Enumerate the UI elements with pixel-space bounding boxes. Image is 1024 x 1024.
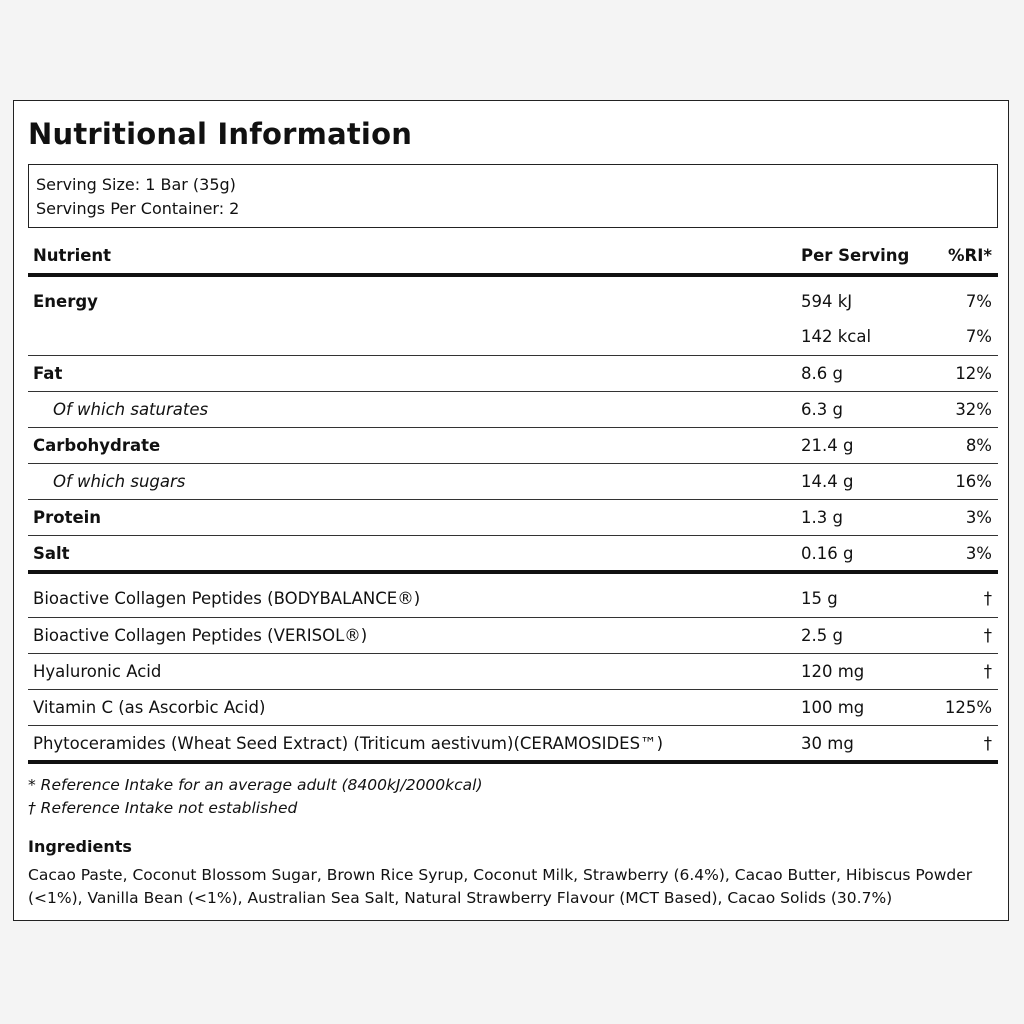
- per-serving-value: 21.4 g: [801, 436, 854, 455]
- ri-value: 12%: [955, 364, 992, 383]
- serving-size: Serving Size: 1 Bar (35g): [36, 175, 236, 194]
- nutrient-name: Of which sugars: [53, 472, 186, 491]
- per-serving-value: 15 g: [801, 589, 838, 608]
- energy-kj-ri: 7%: [965, 292, 992, 311]
- energy-kcal: 142 kcal: [801, 327, 872, 346]
- table-row-energy: [28, 277, 998, 356]
- per-serving-value: 100 mg: [801, 698, 865, 717]
- page-title: Nutritional Information: [28, 117, 413, 151]
- footnotes: [28, 774, 483, 820]
- nutrition-panel: [13, 100, 1009, 921]
- ri-value: 16%: [955, 472, 992, 491]
- table-row: [28, 618, 998, 654]
- table-row: [28, 654, 998, 690]
- per-serving-value: 30 mg: [801, 734, 854, 753]
- table-row: [28, 428, 998, 464]
- nutrient-name: Fat: [33, 364, 63, 383]
- ri-value: 3%: [965, 544, 992, 563]
- nutrient-name: Phytoceramides (Wheat Seed Extract) (Triticum aestivum)(CERAMOSIDES™): [33, 734, 664, 753]
- table-row: [28, 392, 998, 428]
- ri-value: †: [983, 662, 992, 681]
- ri-value: †: [983, 589, 992, 608]
- header-nutrient: Nutrient: [33, 246, 112, 265]
- ri-value: 8%: [965, 436, 992, 455]
- ri-value: 32%: [955, 400, 992, 419]
- energy-kj: 594 kJ: [801, 292, 853, 311]
- per-serving-value: 120 mg: [801, 662, 865, 681]
- servings-per-container: Servings Per Container: 2: [36, 199, 240, 218]
- nutrient-name: Bioactive Collagen Peptides (BODYBALANCE®): [33, 589, 421, 608]
- nutrition-table: [28, 237, 998, 764]
- table-row: [28, 500, 998, 536]
- per-serving-value: 8.6 g: [801, 364, 843, 383]
- nutrient-name: Hyaluronic Acid: [33, 662, 162, 681]
- nutrient-name: Of which saturates: [53, 400, 209, 419]
- footnote-ri: * Reference Intake for an average adult (8400kJ/2000kcal): [28, 776, 483, 794]
- per-serving-value: 2.5 g: [801, 626, 843, 645]
- table-row: [28, 690, 998, 726]
- ri-value: 125%: [944, 698, 992, 717]
- header-ri: %RI*: [947, 246, 992, 265]
- header-per-serving: Per Serving: [801, 246, 910, 265]
- nutrient-name: Carbohydrate: [33, 436, 161, 455]
- nutrient-name: Bioactive Collagen Peptides (VERISOL®): [33, 626, 368, 645]
- table-row: [28, 574, 998, 618]
- per-serving-value: 6.3 g: [801, 400, 843, 419]
- per-serving-value: 14.4 g: [801, 472, 854, 491]
- ingredients-heading: Ingredients: [28, 837, 132, 856]
- nutrient-name: Energy: [33, 292, 98, 311]
- nutrient-name: Vitamin C (as Ascorbic Acid): [33, 698, 266, 717]
- energy-kcal-ri: 7%: [965, 327, 992, 346]
- table-row: [28, 356, 998, 392]
- table-row: [28, 464, 998, 500]
- ri-value: †: [983, 734, 992, 753]
- table-header-row: [28, 237, 998, 277]
- ingredients-text: Cacao Paste, Coconut Blossom Sugar, Brown Rice Syrup, Coconut Milk, Strawberry (6.4%), Cacao Butter, Hibiscus Powder (<1%), Vanilla Bean (<1%), Australian Sea Salt, Natural Strawberry Flavour (MCT Based), Cacao Solids (30.7%): [28, 866, 973, 907]
- nutrient-name: Salt: [33, 544, 70, 563]
- table-row: [28, 536, 998, 574]
- table-row: [28, 726, 998, 764]
- ri-value: 3%: [965, 508, 992, 527]
- serving-info-box: [28, 164, 998, 228]
- per-serving-value: 0.16 g: [801, 544, 854, 563]
- per-serving-value: 1.3 g: [801, 508, 843, 527]
- ri-value: †: [983, 626, 992, 645]
- nutrient-name: Protein: [33, 508, 102, 527]
- footnote-dagger: † Reference Intake not established: [28, 799, 298, 817]
